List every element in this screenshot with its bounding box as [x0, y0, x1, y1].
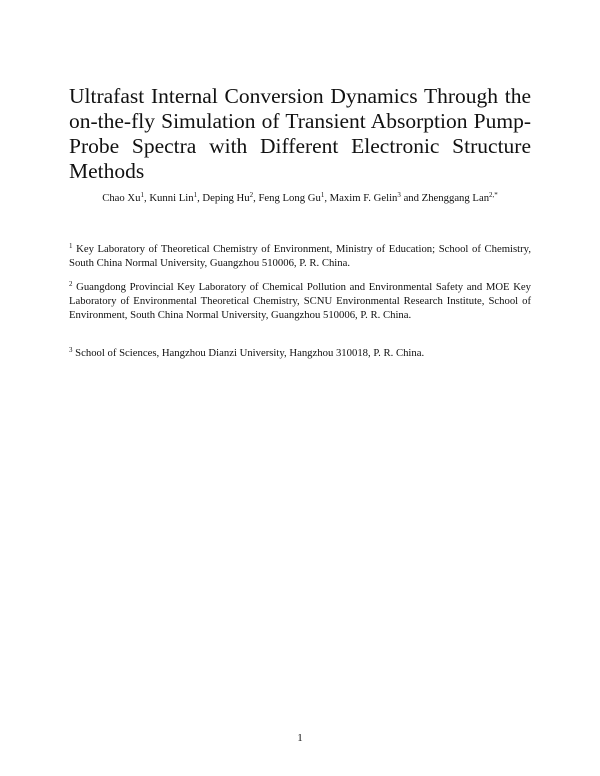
- author-separator: ,: [197, 192, 203, 204]
- affiliation-mark: 2: [69, 280, 73, 288]
- author-name: Maxim F. Gelin: [329, 192, 398, 204]
- affiliation: [69, 346, 531, 360]
- affiliation-mark: 3: [69, 346, 73, 354]
- author-affiliation-mark: 1: [140, 191, 144, 199]
- author-affiliation-mark: 2: [249, 191, 254, 199]
- page-number: 1: [297, 732, 303, 744]
- author-name: Chao Xu: [102, 192, 141, 204]
- author-name: Zhenggang Lan: [421, 192, 490, 204]
- author-separator: ,: [253, 192, 259, 204]
- affiliation-mark: 1: [69, 242, 73, 250]
- affiliation: [69, 242, 531, 270]
- author-affiliation-mark: 1: [193, 191, 198, 199]
- affiliation-text: Guangdong Provincial Key Laboratory of Chemical Pollution and Environmental Safety and MOE Key Laboratory of Environmental Theoretical Chemistry, SCNU Environmental Research Institute, School of Environment, South China Normal University, Guangzhou 510006, P. R. China.: [69, 281, 531, 322]
- paper-title: Ultrafast Internal Conversion Dynamics Through the on-the-fly Simulation of Transient Absorption Pump-Probe Spectra with Different Electronic Structure Methods: [69, 84, 531, 183]
- author-affiliation-mark: 2,*: [489, 191, 498, 199]
- author-name: Deping Hu: [202, 192, 250, 204]
- author-affiliation-mark: 1: [320, 191, 325, 199]
- author-separator: ,: [324, 192, 330, 204]
- author-list: [0, 191, 600, 205]
- author-affiliation-mark: 3: [397, 191, 401, 199]
- affiliation-text: School of Sciences, Hangzhou Dianzi University, Hangzhou 310018, P. R. China.: [72, 347, 425, 359]
- affiliation: [69, 280, 531, 323]
- author-separator: ,: [144, 192, 150, 204]
- author-name: Feng Long Gu: [258, 192, 321, 204]
- affiliation-text: Key Laboratory of Theoretical Chemistry of Environment, Ministry of Education; School of Chemistry, South China Normal University, Guangzhou 510006, P. R. China.: [69, 243, 531, 270]
- author-separator: and: [400, 192, 422, 204]
- author-name: Kunni Lin: [149, 192, 194, 204]
